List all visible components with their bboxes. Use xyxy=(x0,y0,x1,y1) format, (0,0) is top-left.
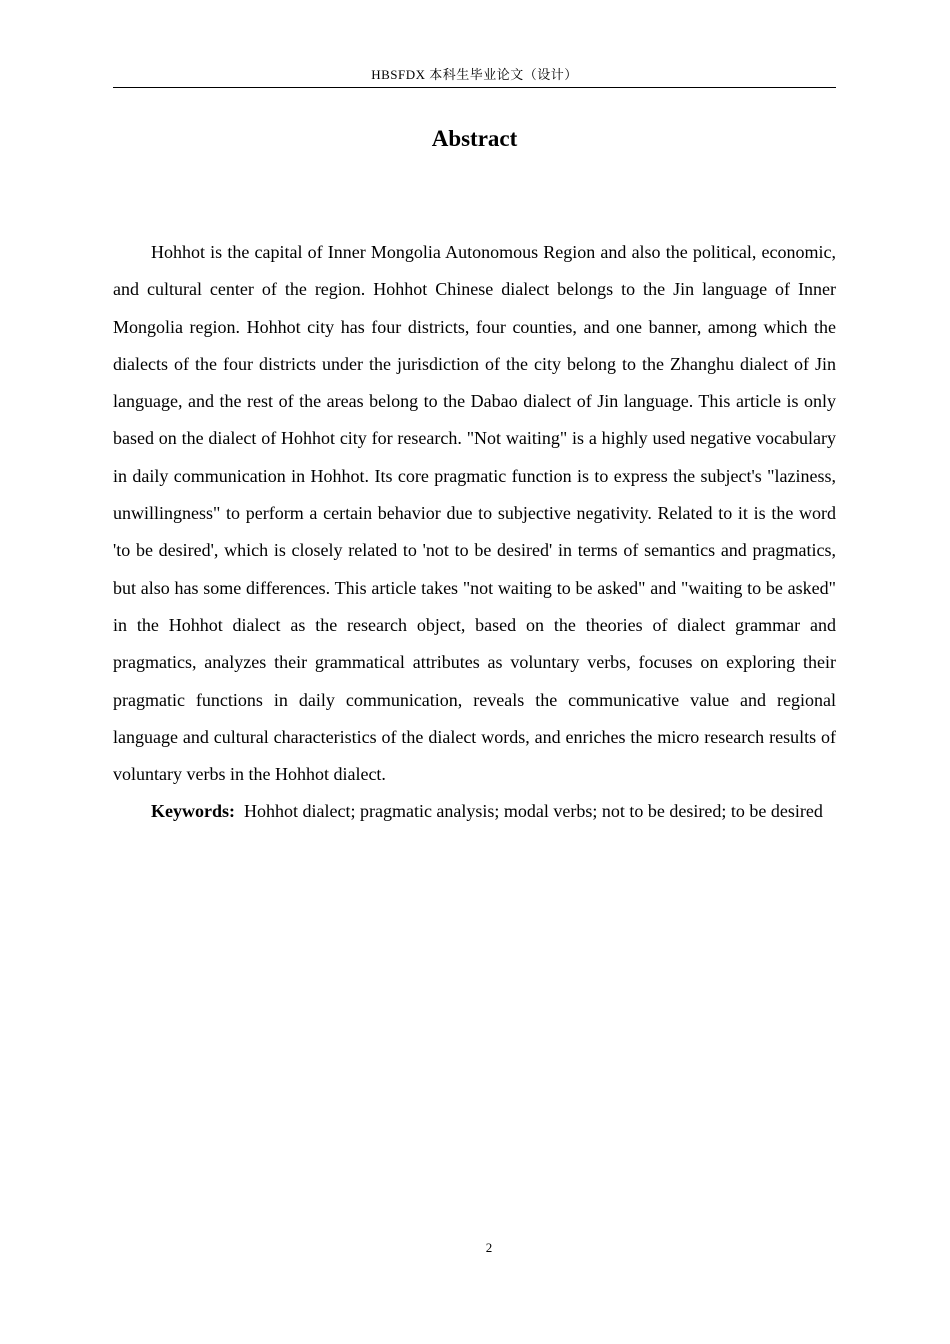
keywords-text: Hohhot dialect; pragmatic analysis; modal verbs; not to be desired; to be desired xyxy=(244,801,823,822)
keywords-label: Keywords: xyxy=(151,801,235,822)
keywords-paragraph xyxy=(113,793,836,830)
page-title: Abstract xyxy=(431,126,518,151)
page-number: 2 xyxy=(485,1240,493,1255)
header-rule xyxy=(113,87,836,88)
abstract-paragraph: Hohhot is the capital of Inner Mongolia Autonomous Region and also the political, economic, and cultural center of the region. Hohhot Chinese dialect belongs to the Jin language of Inner Mongolia region. Hohhot city has four districts, four counties, and one banner, among which the dialects of the four districts under the jurisdiction of the city belong to the Zhanghu dialect of Jin language, and the rest of the areas belong to the Dabao dialect of Jin language. This article is only based on the dialect of Hohhot city for research. "Not waiting" is a highly used negative vocabulary in daily communication in Hohhot. Its core pragmatic function is to express the subject's "laziness, unwillingness" to perform a certain behavior due to subjective negativity. Related to it is the word 'to be desired', which is closely related to 'not to be desired' in terms of semantics and pragmatics, but also has some differences. This article takes "not waiting to be asked" and "waiting to be asked" in the Hohhot dialect as the research object, based on the theories of dialect grammar and pragmatics, analyzes their grammatical attributes as voluntary verbs, focuses on exploring their pragmatic functions in daily communication, reveals the communicative value and regional language and cultural characteristics of the dialect words, and enriches the micro research results of voluntary verbs in the Hohhot dialect. xyxy=(113,242,836,785)
running-header: HBSFDX 本科生毕业论文（设计） xyxy=(371,67,578,82)
abstract-body xyxy=(113,234,836,831)
